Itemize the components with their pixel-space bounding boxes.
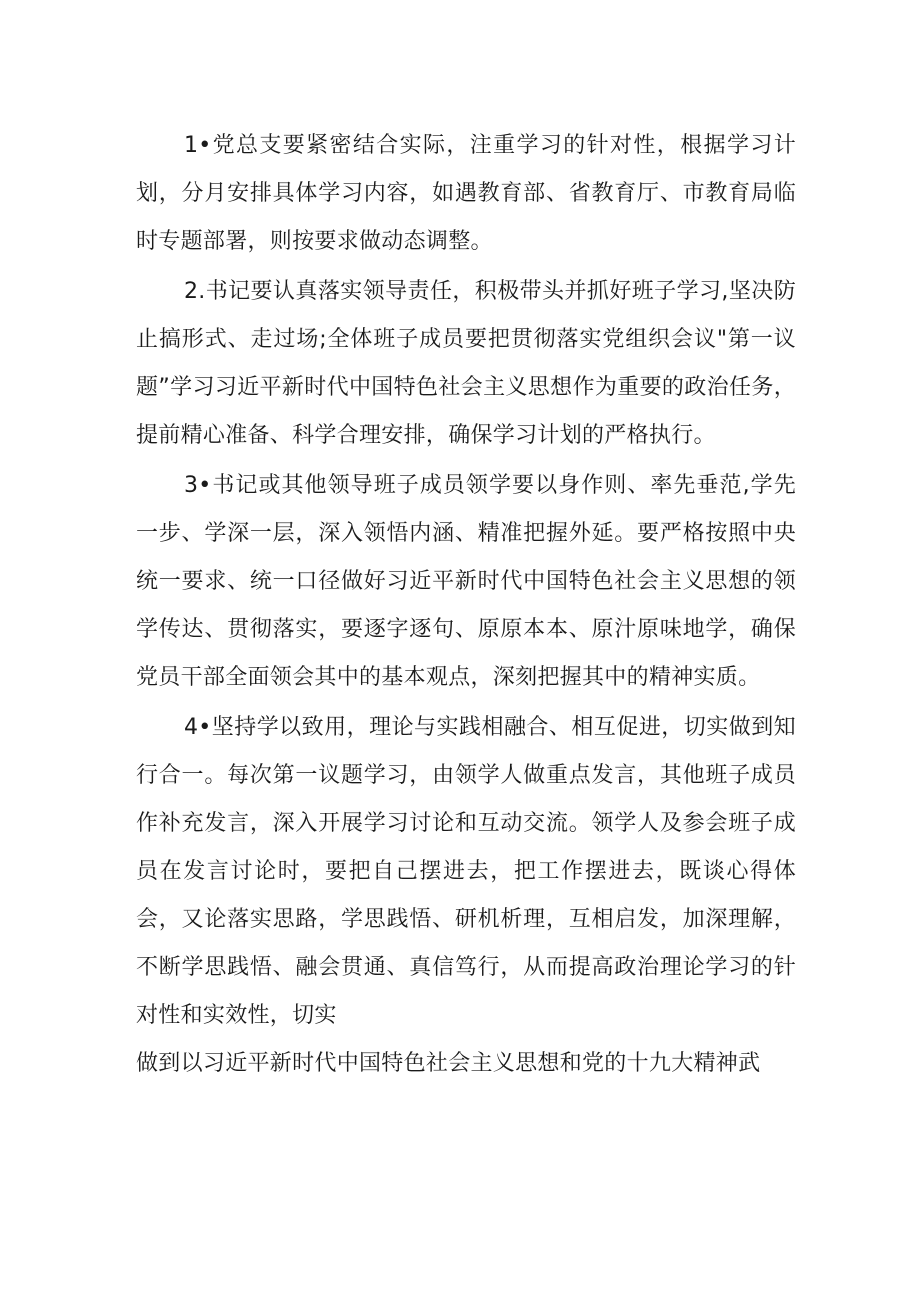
continuation-line: 做到以习近平新时代中国特色社会主义思想和党的十九大精神武 [136, 1051, 761, 1076]
paragraph-4: 4•坚持学以致用，理论与实践相融合、相互促进，切实做到知行合一。每次第一议题学习，由领学人做重点发言，其他班子成员作补充发言，深入开展学习讨论和互动交流。领学人及参会班子成员在发言讨论时，要把自己摆进去，把工作摆进去，既谈心得体会，又论落实思路，学思践悟、研机析理，互相启发，加深理解，不断学思践悟、融会贯通、真信笃行，从而提高政治理论学习的针对性和实效性，切实 [136, 715, 796, 1028]
paragraph-1: 1•党总支要紧密结合实际，注重学习的针对性，根据学习计划，分月安排具体学习内容，如遇教育部、省教育厅、市教育局临时专题部署，则按要求做动态调整。 [136, 133, 796, 254]
paragraph-2: 2.书记要认真落实领导责任，积极带头并抓好班子学习,坚决防止搞形式、走过场;全体班子成员要把贯彻落实党组织会议"第一议题”学习习近平新时代中国特色社会主义思想作为重要的政治任务，提前精心准备、科学合理安排，确保学习计划的严格执行。 [136, 279, 796, 448]
paragraph-3: 3•书记或其他领导班子成员领学要以身作则、率先垂范,学先一步、学深一层，深入领悟内涵、精准把握外延。要严格按照中央统一要求、统一口径做好习近平新时代中国特色社会主义思想的领学传达、贯彻落实，要逐字逐句、原原本本、原汁原味地学，确保党员干部全面领会其中的基本观点，深刻把握其中的精神实质。 [136, 473, 796, 690]
document-body [136, 122, 796, 1088]
